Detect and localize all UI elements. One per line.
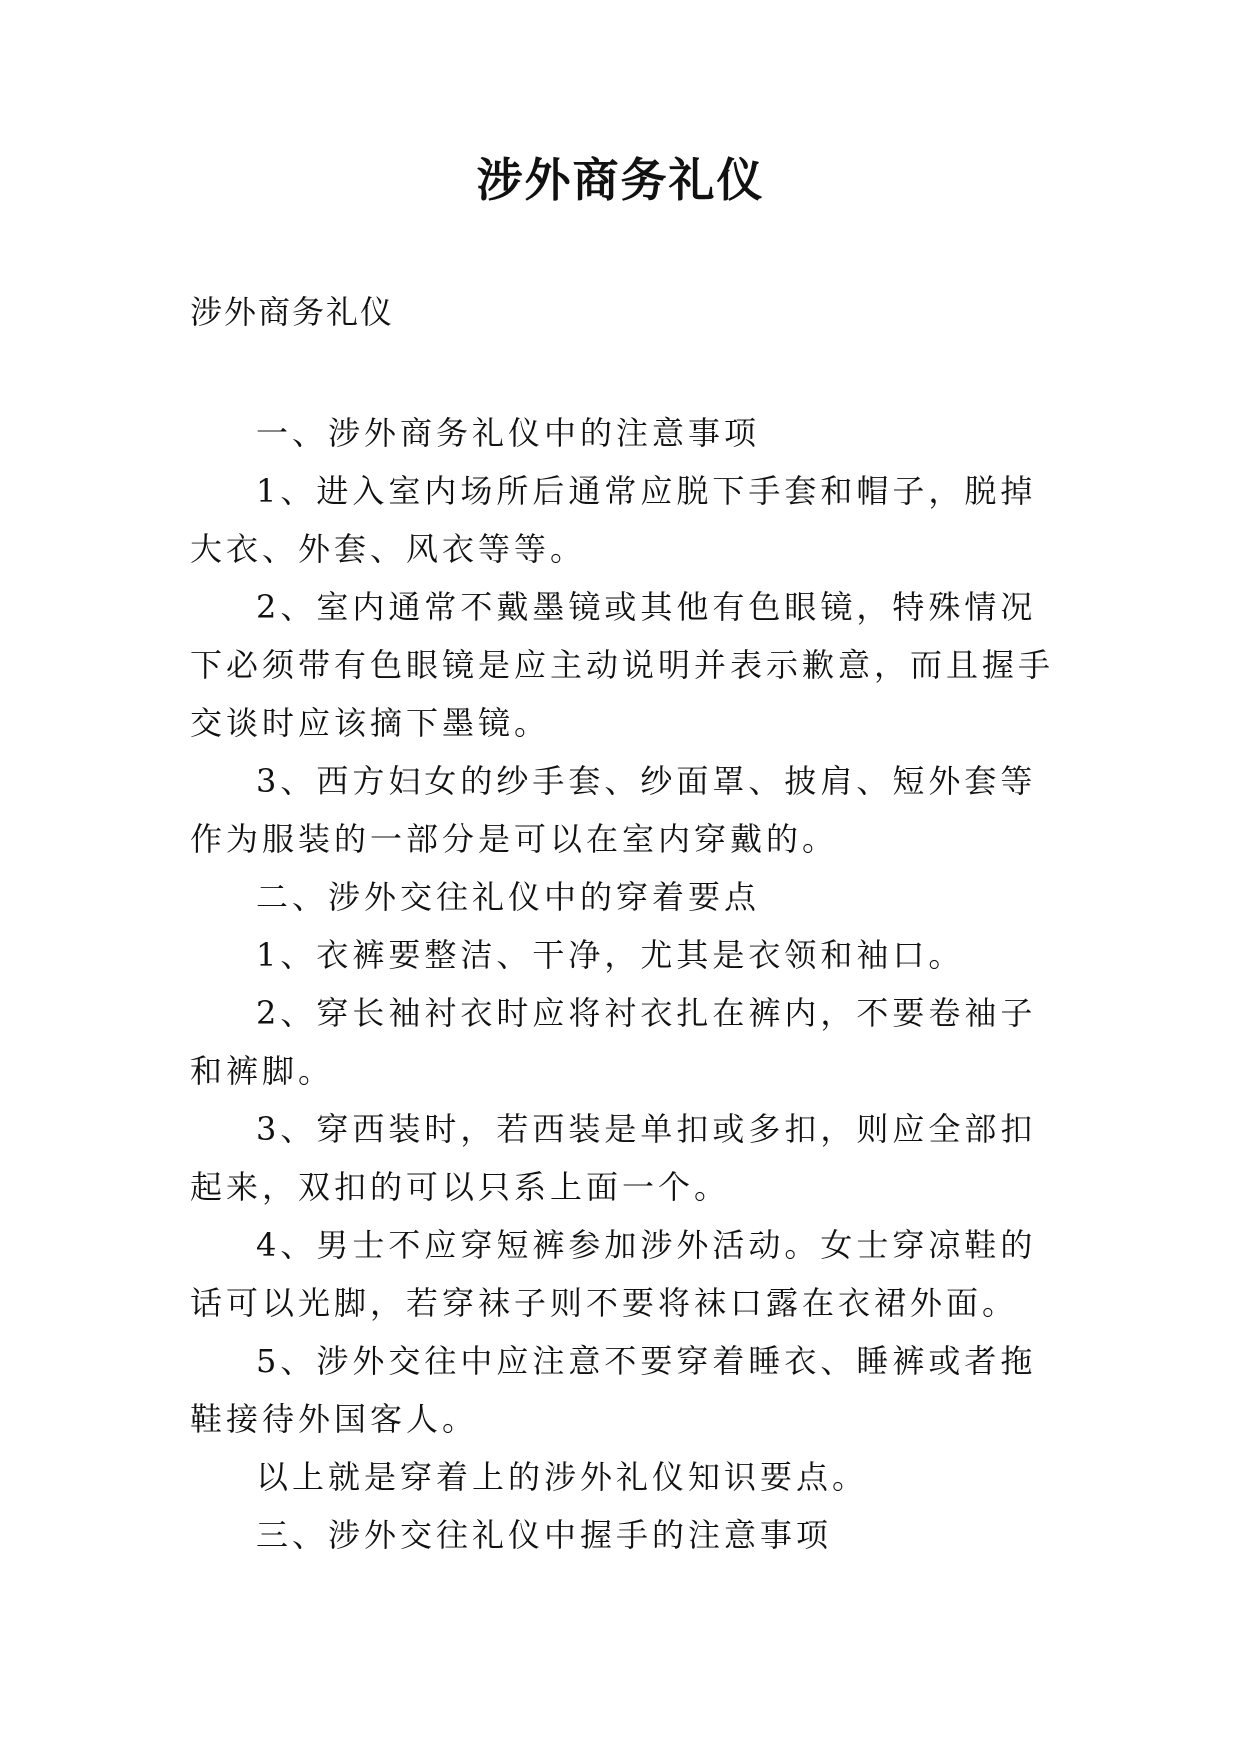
paragraph: 以上就是穿着上的涉外礼仪知识要点。	[256, 1458, 869, 1496]
paragraph: 1、衣裤要整洁、干净，尤其是衣领和袖口。	[256, 936, 965, 974]
paragraph: 三、涉外交往礼仪中握手的注意事项	[256, 1516, 833, 1554]
paragraph: 一、涉外商务礼仪中的注意事项	[256, 414, 761, 452]
paragraph: 4、男士不应穿短裤参加涉外活动。女士穿凉鞋的话可以光脚，若穿袜子则不要将袜口露在衣裙外面。	[190, 1226, 1037, 1322]
document-subtitle: 涉外商务礼仪	[190, 293, 395, 331]
paragraph: 5、涉外交往中应注意不要穿着睡衣、睡裤或者拖鞋接待外国客人。	[190, 1342, 1037, 1438]
paragraph: 3、穿西装时，若西装是单扣或多扣，则应全部扣起来，双扣的可以只系上面一个。	[190, 1110, 1037, 1206]
paragraph: 二、涉外交往礼仪中的穿着要点	[256, 878, 761, 916]
paragraph: 1、进入室内场所后通常应脱下手套和帽子，脱掉大衣、外套、风衣等等。	[190, 472, 1037, 568]
document-body	[190, 404, 1070, 1564]
paragraph: 3、西方妇女的纱手套、纱面罩、披肩、短外套等作为服装的一部分是可以在室内穿戴的。	[190, 762, 1037, 858]
paragraph: 2、穿长袖衬衣时应将衬衣扎在裤内，不要卷袖子和裤脚。	[190, 994, 1037, 1090]
document-title: 涉外商务礼仪	[476, 153, 765, 207]
paragraph: 2、室内通常不戴墨镜或其他有色眼镜，特殊情况下必须带有色眼镜是应主动说明并表示歉意，而且握手交谈时应该摘下墨镜。	[190, 588, 1055, 742]
